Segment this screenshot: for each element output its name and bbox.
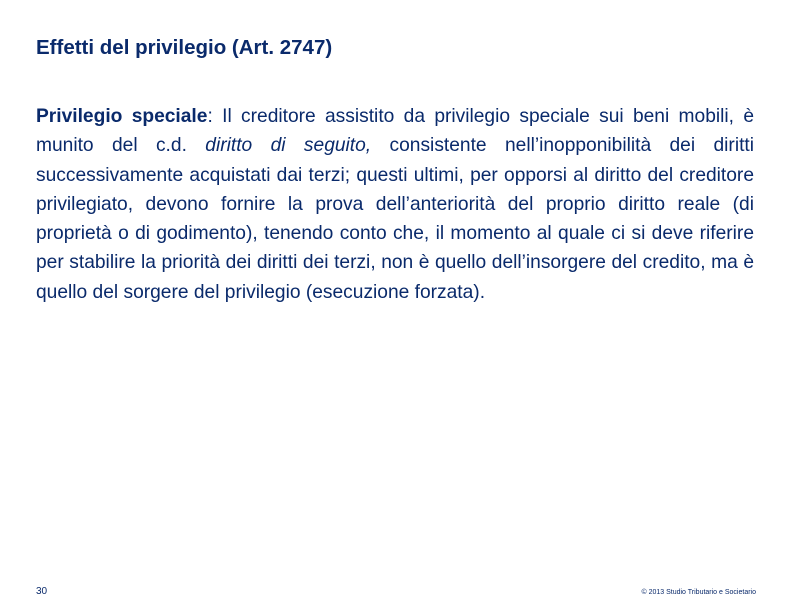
slide-title: Effetti del privilegio (Art. 2747) [36,36,333,59]
paragraph-emphasis: diritto di seguito, [205,135,372,157]
body-paragraph [36,102,754,307]
paragraph-text-part-2: consistente nell’inopponibilità dei diritti successivamente acquistati dai terzi; questi ultimi, per opporsi al diritto del creditore privilegiato, devono fornire la prova dell’anteriorità del proprio diritto reale (di proprietà o di godimento), tenendo conto che, il momento al quale ci si deve riferire per stabilire la priorità dei diritti dei terzi, non è quello dell’insorgere del credito, ma è quello del sorgere del privilegio (esecuzione forzata). [36,135,755,303]
copyright-notice: © 2013 Studio Tributario e Societario [641,589,756,596]
paragraph-lead: Privilegio speciale [36,106,208,127]
page-number: 30 [36,586,48,597]
paragraph-text-part-1: : Il creditore assistito da privilegio speciale sui beni mobili, è munito del c.d. [36,106,755,157]
